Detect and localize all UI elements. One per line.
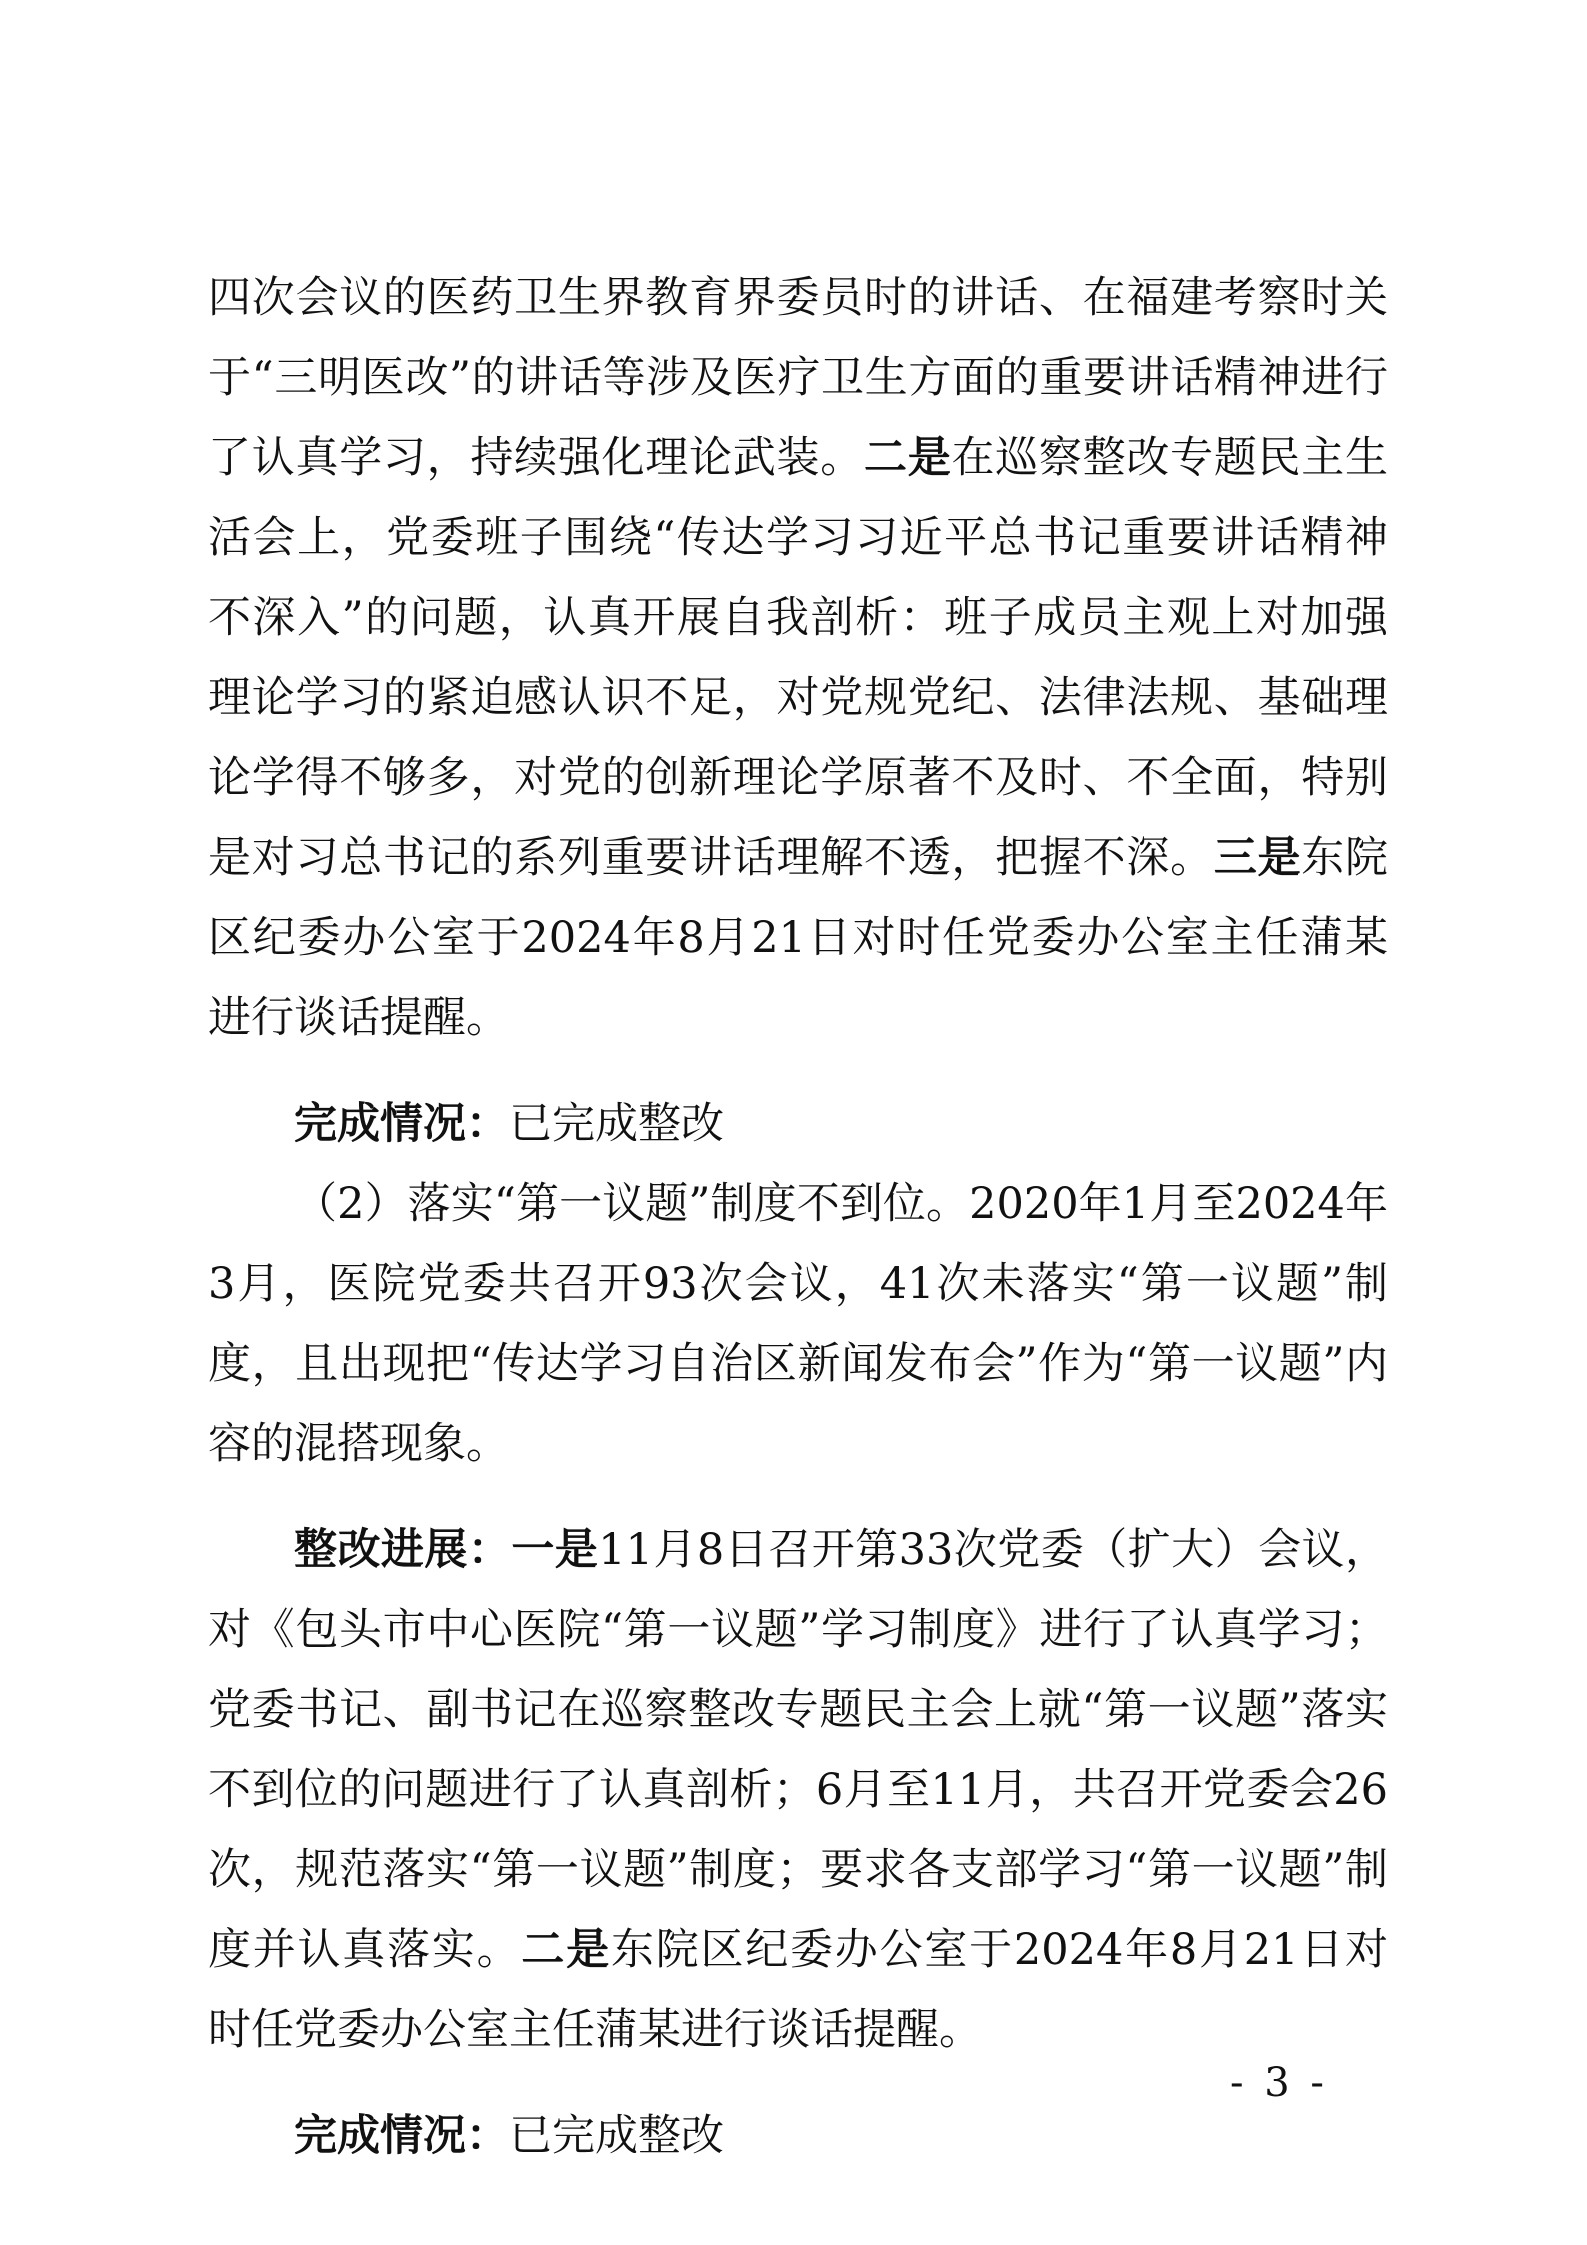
- continuation-part1: 四次会议的医药卫生界教育界委员时的讲话、在福建考察时关于“三明医改”的讲话等涉及医疗卫生方面的重要讲话精神进行了认真学习，持续强化理论武装。: [208, 273, 1388, 483]
- lead-erhshi: 二是: [863, 433, 952, 483]
- progress-2-part2: 东院区纪委办公室于2024年8月21日对时任党委办公室主任蒲某进行谈话提醒。: [208, 1925, 1389, 2055]
- progress-label-2: 整改进展：: [294, 1525, 512, 1575]
- body-text: [208, 258, 1388, 2176]
- issue-2-text: （2）落实“第一议题”制度不到位。2020年1月至2024年3月，医院党委共召开93次会议，41次未落实“第一议题”制度，且出现把“传达学习自治区新闻发布会”作为“第一议题”内容的混搭现象。: [208, 1179, 1388, 1469]
- paragraph-completion-2: [208, 2096, 1388, 2176]
- paragraph-completion-1: [208, 1084, 1388, 1164]
- progress-2-part1: 11月8日召开第33次党委（扩大）会议，对《包头市中心医院“第一议题”学习制度》进行了认真学习；党委书记、副书记在巡察整改专题民主会上就“第一议题”落实不到位的问题进行了认真剖析；6月至11月，共召开党委会26次，规范落实“第一议题”制度；要求各支部学习“第一议题”制度并认真落实。: [208, 1525, 1389, 1975]
- paragraph-continuation: [208, 258, 1388, 1058]
- lead-erhshi-2: 二是: [521, 1925, 611, 1975]
- completion-value-2: 已完成整改: [509, 2111, 724, 2161]
- paragraph-progress-2: [208, 1510, 1388, 2070]
- continuation-part2: 在巡察整改专题民主生活会上，党委班子围绕“传达学习习近平总书记重要讲话精神不深入”的问题，认真开展自我剖析：班子成员主观上对加强理论学习的紧迫感认识不足，对党规党纪、法律法规、基础理论学得不够多，对党的创新理论学原著不及时、不全面，特别是对习总书记的系列重要讲话理解不透，把握不深。: [208, 433, 1389, 883]
- paragraph-issue-2: [208, 1164, 1388, 1484]
- page-number: - 3 -: [1230, 2060, 1328, 2106]
- completion-label-1: 完成情况：: [294, 1099, 509, 1149]
- continuation-part3: 东院区纪委办公室于2024年8月21日对时任党委办公室主任蒲某进行谈话提醒。: [208, 833, 1389, 1043]
- completion-value-1: 已完成整改: [509, 1099, 724, 1149]
- lead-yishi: 一是: [511, 1525, 599, 1575]
- lead-sanshi: 三是: [1213, 833, 1302, 883]
- completion-label-2: 完成情况：: [294, 2111, 509, 2161]
